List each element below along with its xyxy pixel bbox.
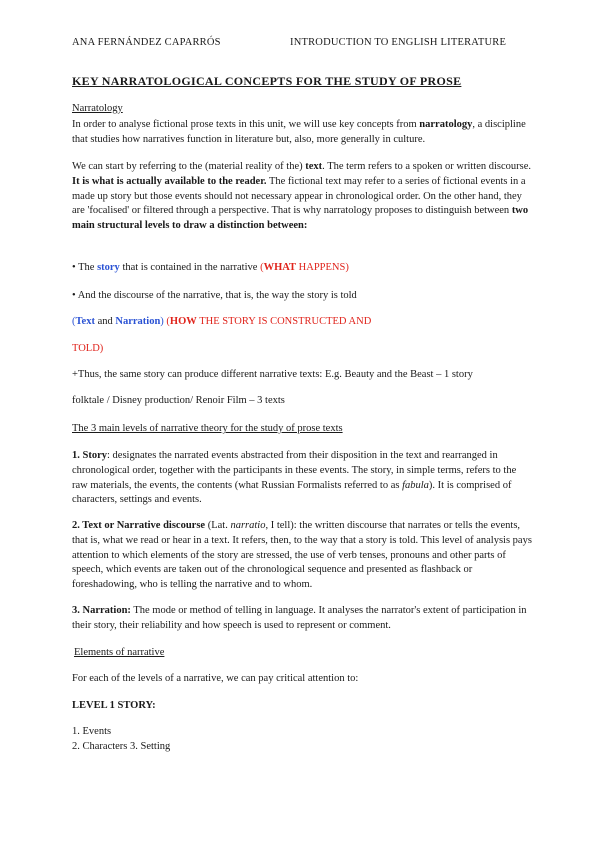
term-story: story: [97, 262, 120, 273]
bullet-story: • The story that is contained in the narrative (WHAT HAPPENS): [72, 262, 349, 273]
list-item-characters-setting: 2. Characters 3. Setting: [72, 741, 171, 752]
term-text-blue: Text: [75, 316, 95, 327]
term-narratio: narratio: [230, 520, 266, 531]
header-course: INTRODUCTION TO ENGLISH LITERATURE: [290, 37, 507, 48]
paragraph-narratology-intro: In order to analyse fictional prose texts in this unit, we will use key concepts from narratology, a discipline that studies how narratives function in literature but, also, more generally in culture.: [72, 119, 526, 145]
section-heading-levels: The 3 main levels of narrative theory for the study of prose texts: [72, 423, 343, 434]
emphasis-structural-levels: two main structural levels to draw a distinction between:: [72, 205, 529, 232]
label-narration: 3. Narration:: [72, 605, 131, 616]
label-story: 1. Story: [72, 450, 107, 461]
paragraph-text-definition: We can start by referring to the (material reality of the) text. The term refers to a spoken or written discourse. It is what is actually available to the reader. The fictional text may refer to a series of fictional events in a made up story but those events should not necessary appear in chronological order. On the other hand, they are 'focalised' or filtered through a perspective. That is why narratology proposes to distinguish between two main structural levels to draw a distinction between:: [72, 161, 532, 232]
label-text-discourse: 2. Text or Narrative discourse: [72, 520, 206, 531]
page-title: KEY NARRATOLOGICAL CONCEPTS FOR THE STUDY OF PROSE: [72, 74, 462, 88]
line-folktale-example: folktale / Disney production/ Renoir Film – 3 texts: [72, 395, 285, 406]
list-item-events: 1. Events: [72, 726, 112, 737]
term-fabula: fabula: [402, 479, 429, 491]
paragraph-level-text: 2. Text or Narrative discourse (Lat. narratio, I tell): the written discourse that narrates or tells the events, that is, what we read or hear in a text. It refers, then, to the way that a story is told. This level of analysis pays attention to which elements of the story are stressed, the use of verb tenses, pronouns and other parts of speech, which events are taken out of the chronological sequence and presented as flashback or foreshadowing, who is telling the narrative and to whom.: [72, 520, 532, 591]
paragraph-level-narration: 3. Narration: The mode or method of telling in language. It analyses the narrator's extent of participation in their story, their reliability and how speech is used to represent or comment.: [72, 605, 527, 631]
section-heading-narratology: Narratology: [72, 103, 123, 114]
emphasis-available: It is what is actually available to the reader.: [72, 175, 267, 187]
line-thus-example: +Thus, the same story can produce different narrative texts: E.g. Beauty and the Beast – 1 story: [72, 369, 473, 380]
paragraph-level-story: 1. Story: designates the narrated events abstracted from their disposition in the text and rearranged in chronological order, together with the participants in these events. The story, in simple terms, refers to the raw materials, the events, the contents (what Russian Formalists referred to as fabula). It is comprised of characters, settings and events.: [72, 450, 517, 506]
term-text: text: [305, 161, 323, 172]
term-narratology: narratology: [419, 119, 473, 130]
term-narration: Narration: [115, 316, 161, 327]
section-heading-elements: Elements of narrative: [74, 647, 165, 658]
term-what: WHAT: [263, 262, 297, 273]
line-told: TOLD): [72, 343, 104, 354]
term-how: HOW: [169, 316, 197, 327]
header-author: ANA FERNÁNDEZ CAPARRÓS: [72, 37, 221, 48]
level-1-story-heading: LEVEL 1 STORY:: [72, 700, 156, 711]
elements-intro: For each of the levels of a narrative, we can pay critical attention to:: [72, 673, 359, 684]
bullet-discourse: • And the discourse of the narrative, that is, the way the story is told: [72, 290, 357, 301]
line-text-and-narration: (Text and Narration) (HOW THE STORY IS CONSTRUCTED AND: [72, 316, 372, 327]
